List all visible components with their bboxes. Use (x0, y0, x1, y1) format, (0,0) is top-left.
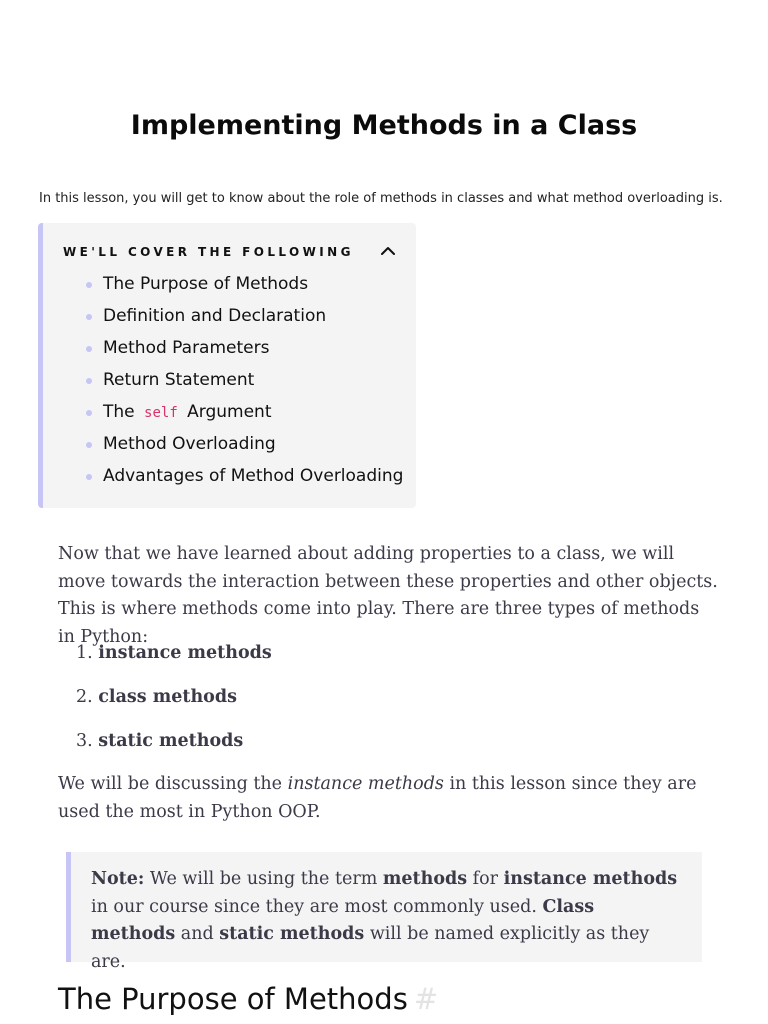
toc-item-method-parameters[interactable] (103, 332, 403, 364)
text-run: will be named explicitly as they are. (91, 924, 650, 972)
toc-list (103, 268, 403, 492)
bullet-dot (86, 282, 92, 288)
toc-item-method-overloading[interactable] (103, 428, 403, 460)
section-title-text: The Purpose of Methods (58, 982, 408, 1016)
list-number: 3. (76, 731, 93, 751)
toc-item-self-argument[interactable] (103, 396, 403, 428)
chevron-up-icon[interactable] (380, 243, 396, 257)
toc-item-label: Method Parameters (103, 338, 270, 358)
note-label: Note: (91, 869, 145, 889)
toc-item-label: Return Statement (103, 370, 255, 390)
bullet-dot (86, 378, 92, 384)
toc-item-label: Argument (187, 402, 272, 422)
method-type-label: instance methods (98, 643, 272, 663)
toc-item-label: The (103, 402, 135, 422)
toc-heading: WE'LL COVER THE FOLLOWING (63, 245, 354, 259)
bold-term: methods (382, 869, 468, 889)
list-number: 2. (76, 687, 93, 707)
bullet-dot (86, 474, 92, 480)
table-of-contents (38, 223, 416, 508)
bullet-dot (86, 442, 92, 448)
text-run: We will be using the term (144, 869, 383, 889)
text-run: in this lesson since they are used the most in Python OOP. (58, 774, 697, 822)
toc-item-label: The Purpose of Methods (103, 274, 309, 294)
toc-item-advantages-overloading[interactable] (103, 460, 403, 492)
bold-term: instance methods (503, 869, 678, 889)
toc-item-purpose-of-methods[interactable] (103, 268, 403, 300)
method-type-label: class methods (98, 687, 237, 707)
note-text (91, 866, 681, 976)
text-run: for (467, 869, 504, 889)
bullet-dot (86, 346, 92, 352)
toc-item-return-statement[interactable] (103, 364, 403, 396)
toc-item-label: Advantages of Method Overloading (103, 466, 404, 486)
toc-item-label: Definition and Declaration (103, 306, 327, 326)
lesson-intro: In this lesson, you will get to know about the role of methods in classes and what method overloading is. (39, 191, 723, 206)
toc-item-label: Method Overloading (103, 434, 276, 454)
method-type-item (76, 640, 272, 668)
method-type-label: static methods (98, 731, 244, 751)
method-type-item (76, 684, 237, 712)
text-run: and (175, 924, 220, 944)
text-run: in our course since they are most commonly used. (91, 896, 543, 917)
section-heading (58, 982, 438, 1016)
inline-code-self: self (144, 405, 178, 421)
intro-paragraph: Now that we have learned about adding properties to a class, we will move towards the interaction between these properties and other objects. This is where methods come into play. There are three types of methods in Python: (58, 544, 718, 647)
anchor-link[interactable]: # (413, 982, 439, 1016)
note-callout (66, 852, 702, 972)
page-title: Implementing Methods in a Class (130, 110, 638, 141)
list-number: 1. (76, 643, 93, 663)
method-type-item (76, 728, 243, 756)
bold-term: Class methods (91, 896, 595, 944)
instance-methods-paragraph (58, 771, 718, 826)
text-run: We will be discussing the (58, 774, 288, 794)
emphasis-text: instance methods (287, 774, 444, 794)
bold-term: static methods (219, 924, 365, 944)
toc-item-definition-declaration[interactable] (103, 300, 403, 332)
bullet-dot (86, 314, 92, 320)
bullet-dot (86, 410, 92, 416)
